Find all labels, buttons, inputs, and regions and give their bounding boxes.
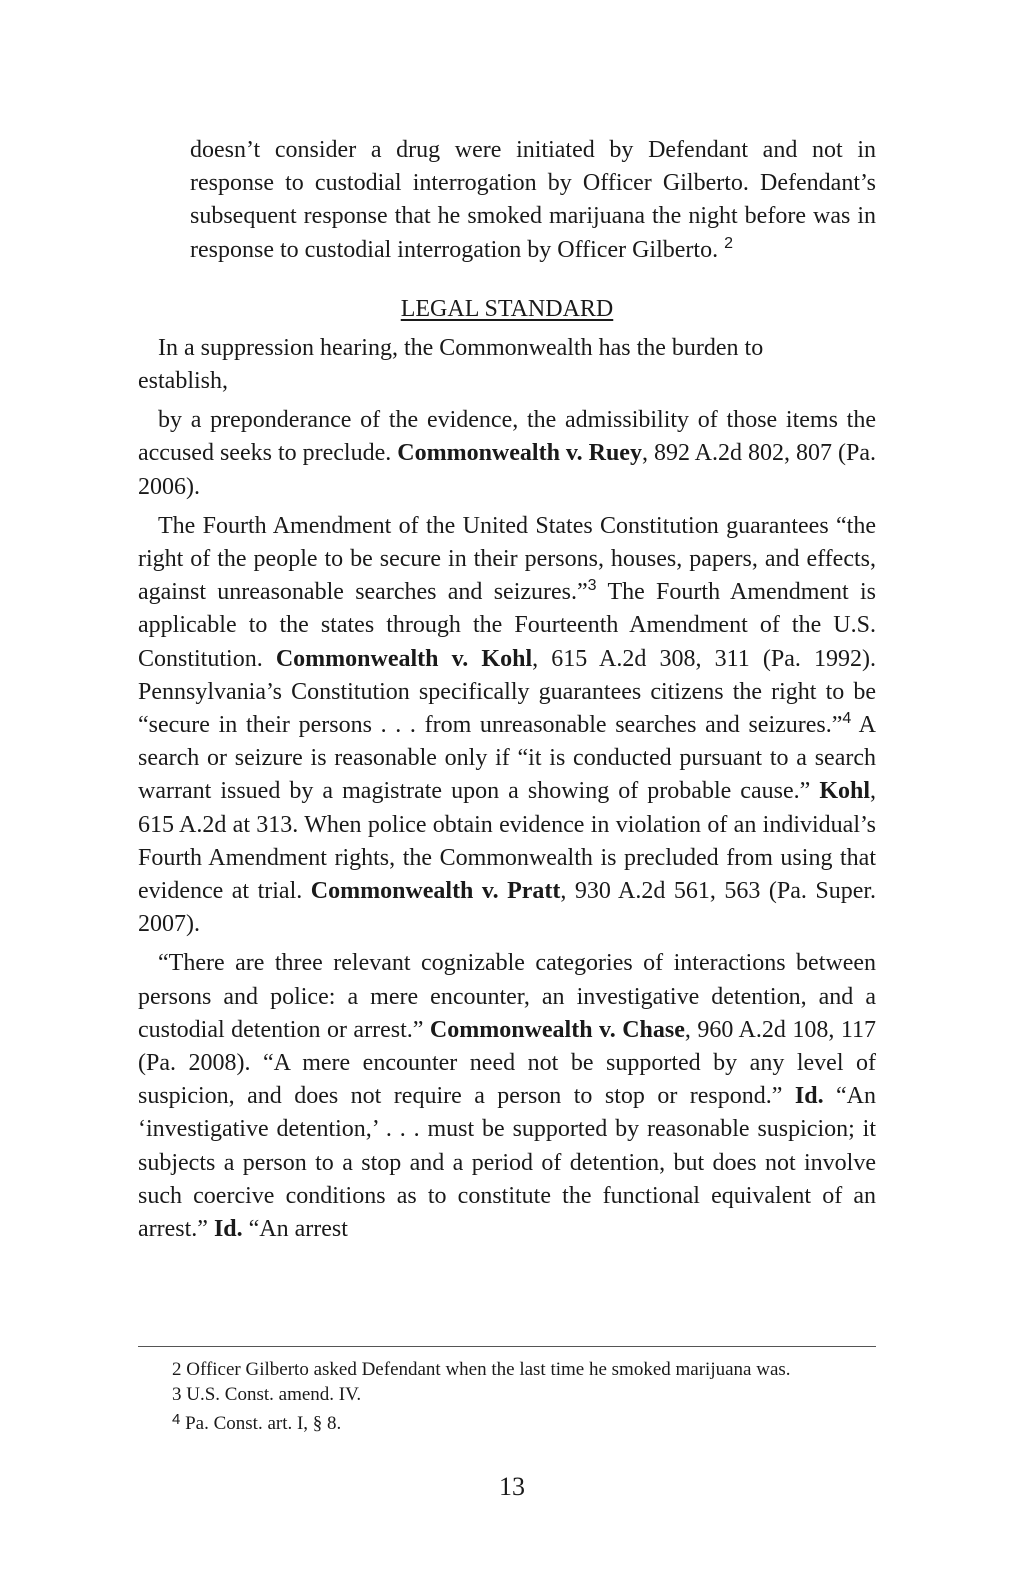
interactions-text-4: “An arrest bbox=[242, 1216, 348, 1243]
interactions-text-3: “An ‘investigative detention,’ . . . must be supported by reasonable suspicion; it subjects a person to a stop and a period of detention, but does not involve such coercive conditions as to constitute the functional equivalent of an arrest.” bbox=[138, 1083, 876, 1243]
footnote-text: U.S. Const. amend. IV. bbox=[181, 1384, 362, 1405]
footnote-4 bbox=[172, 1407, 892, 1436]
burden-line1: In a suppression hearing, the Commonwealth has the burden to bbox=[158, 334, 764, 361]
page-number: 13 bbox=[499, 1472, 525, 1501]
fourth-amendment-text-5: , 615 A.2d at 313. When police obtain evidence in violation of an individual’s Fourth Amendment rights, the Commonwealth is precluded from using that evidence at trial. bbox=[138, 778, 876, 905]
burden-line2: establish, bbox=[138, 368, 228, 395]
case-kohl-short: Kohl bbox=[819, 778, 870, 805]
footnote-ref-4[interactable]: 4 bbox=[842, 710, 852, 728]
footnote-ref-3[interactable]: 3 bbox=[587, 577, 597, 595]
preponderance-text: by a preponderance of the evidence, the admissibility of those items the accused seeks to preclude. bbox=[138, 407, 876, 467]
paragraph-fourth-amendment bbox=[138, 510, 876, 942]
case-chase: Commonwealth v. Chase bbox=[429, 1016, 685, 1043]
footnote-text: Pa. Const. art. I, § 8. bbox=[180, 1413, 342, 1434]
fourth-amendment-text-4: A search or seizure is reasonable only if “it is conducted pursuant to a search warrant issued by a magistrate upon a showing of probable cause.” bbox=[138, 712, 876, 805]
fourth-amendment-text-6: , 930 A.2d 561, 563 (Pa. Super. 2007). bbox=[138, 878, 877, 938]
fourth-amendment-text-1: The Fourth Amendment of the United States Constitution guarantees “the right of the people to be secure in their persons, houses, papers, and effects, against unreasonable searches and seizures.” bbox=[138, 512, 876, 606]
case-ruey: Commonwealth v. Ruey bbox=[397, 440, 642, 467]
interactions-text-1: “There are three relevant cognizable categories of interactions between persons and police: a mere encounter, an investigative detention, and a custodial detention or arrest.” bbox=[138, 950, 876, 1043]
paragraph-preponderance bbox=[138, 404, 876, 504]
document-body bbox=[138, 134, 876, 1246]
interactions-text-2: , 960 A.2d 108, 117 (Pa. 2008). “A mere encounter need not be supported by any level of suspicion, and does not require a person to stop or respond.” bbox=[138, 1016, 876, 1110]
footnote-ref-2[interactable]: 2 bbox=[724, 234, 733, 252]
section-heading bbox=[138, 293, 876, 326]
fourth-amendment-text-3: , 615 A.2d 308, 311 (Pa. 1992). Pennsylvania’s Constitution specifically guarantees citizens the right to be “secure in their persons . . . from unreasonable searches and seizures.” bbox=[138, 645, 877, 739]
id-cite-1: Id. bbox=[794, 1083, 824, 1110]
case-pratt: Commonwealth v. Pratt bbox=[310, 878, 561, 905]
section-heading-text: LEGAL STANDARD bbox=[400, 295, 614, 322]
footnote-number: 4 bbox=[172, 1411, 181, 1428]
footnote-divider bbox=[138, 1346, 876, 1347]
case-kohl: Commonwealth v. Kohl bbox=[275, 645, 533, 672]
footnote-3 bbox=[172, 1382, 892, 1407]
intro-paragraph bbox=[138, 134, 876, 267]
footnotes bbox=[172, 1357, 892, 1436]
footnote-text: Officer Gilberto asked Defendant when the last time he smoked marijuana was. bbox=[181, 1359, 791, 1380]
cite-ruey: , 892 A.2d 802, 807 (Pa. 2006). bbox=[138, 440, 877, 500]
footnote-number: 2 bbox=[172, 1359, 182, 1380]
paragraph-interactions bbox=[138, 947, 876, 1246]
id-cite-2: Id. bbox=[213, 1216, 243, 1243]
paragraph-burden bbox=[138, 332, 876, 398]
footnote-number: 3 bbox=[172, 1384, 182, 1405]
footnote-2 bbox=[172, 1357, 892, 1382]
fourth-amendment-text-2: The Fourth Amendment is applicable to the states through the Fourteenth Amendment of the U.S. Constitution. bbox=[138, 579, 876, 672]
intro-text: doesn’t consider a drug were initiated by Defendant and not in response to custodial interrogation by Officer Gilberto. Defendant’s subsequent response that he smoked marijuana the night before was in response to custodial interrogation by Officer Gilberto. bbox=[190, 137, 876, 263]
